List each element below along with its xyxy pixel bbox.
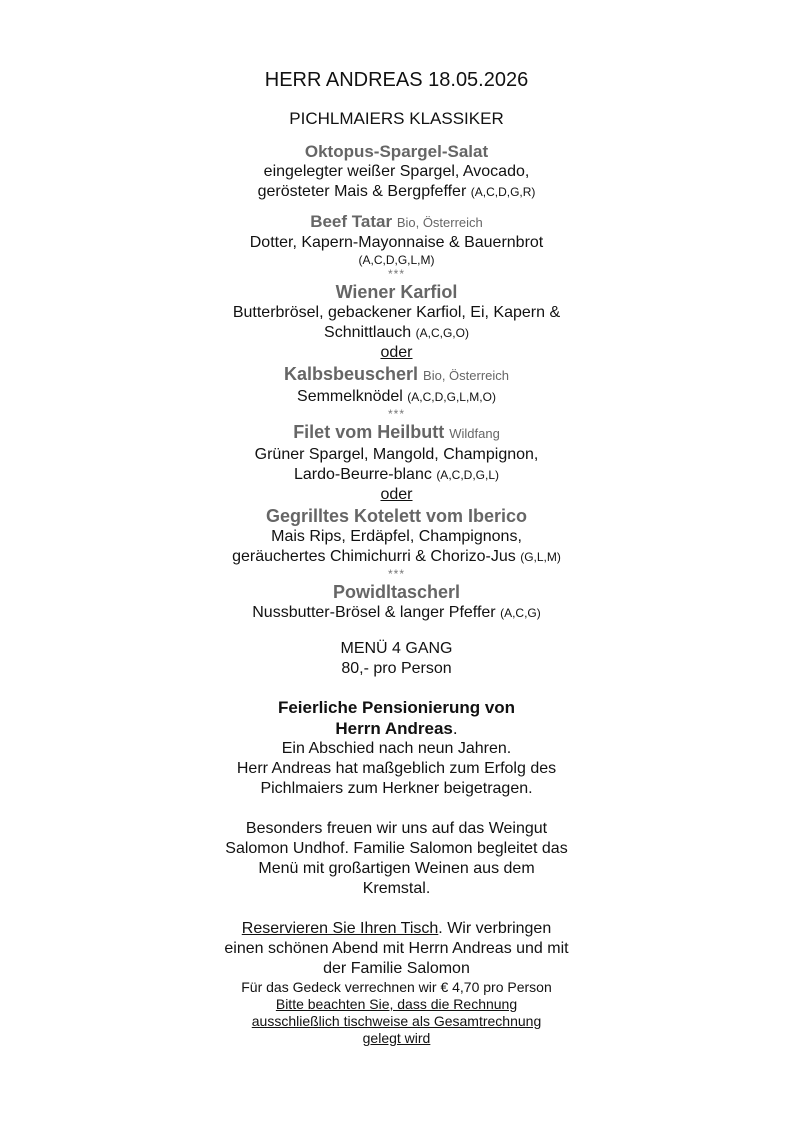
farewell-text: Ein Abschied nach neun Jahren. bbox=[281, 740, 512, 757]
dish-name-line bbox=[0, 212, 793, 233]
dish-description-line bbox=[0, 182, 793, 202]
dish-name: Wiener Karfiol bbox=[335, 282, 458, 302]
dish-name: Filet vom Heilbutt bbox=[293, 422, 445, 442]
farewell-section bbox=[0, 697, 793, 1047]
dish-name: Kalbsbeuscherl bbox=[283, 364, 419, 384]
menu-info bbox=[0, 639, 793, 679]
reservation-text: einen schönen Abend mit Herrn Andreas und mit bbox=[224, 940, 569, 957]
course-separator: *** bbox=[387, 567, 405, 581]
dish-description-line bbox=[0, 387, 793, 407]
allergens: (G,L,M) bbox=[520, 550, 561, 564]
allergens: (A,C,D,G,L,M) bbox=[358, 253, 435, 267]
menu-label: MENÜ 4 GANG bbox=[340, 640, 453, 657]
dish-name: Oktopus-Spargel-Salat bbox=[304, 142, 489, 161]
cover-charge-text: Für das Gedeck verrechnen wir € 4,70 pro Person bbox=[241, 979, 552, 995]
dish-origin: Bio, Österreich bbox=[396, 215, 483, 230]
billing-note: Bitte beachten Sie, dass die Rechnung bbox=[275, 996, 518, 1012]
dish-description: eingelegter weißer Spargel, Avocado, bbox=[263, 163, 530, 180]
dish-origin: Wildfang bbox=[449, 426, 500, 441]
farewell-title-name: Herrn Andreas bbox=[335, 719, 453, 738]
page-title: HERR ANDREAS 18.05.2026 bbox=[264, 69, 529, 91]
dish-description-text: gerösteter Mais & Bergpfeffer bbox=[257, 183, 467, 200]
reservation-text: . Wir verbringen bbox=[438, 920, 552, 937]
course-iberico bbox=[0, 505, 793, 567]
dish-name: Powidltascherl bbox=[332, 582, 461, 602]
billing-note: ausschließlich tischweise als Gesamtrechnung bbox=[251, 1013, 542, 1029]
course-kalbsbeuscherl bbox=[0, 363, 793, 407]
course-octopus bbox=[0, 142, 793, 202]
page-subtitle: PICHLMAIERS KLASSIKER bbox=[289, 109, 504, 128]
dish-description-text: Nussbutter-Brösel & langer Pfeffer bbox=[252, 604, 496, 621]
allergens: (A,C,G) bbox=[500, 606, 541, 620]
dish-description-line bbox=[0, 547, 793, 567]
farewell-title: Feierliche Pensionierung von bbox=[277, 698, 516, 717]
course-heilbutt bbox=[0, 421, 793, 485]
dish-description: Dotter, Kapern-Mayonnaise & Bauernbrot bbox=[249, 234, 544, 251]
winery-text: Kremstal. bbox=[362, 880, 431, 897]
dish-description-line bbox=[0, 323, 793, 343]
winery-text: Menü mit großartigen Weinen aus dem bbox=[258, 860, 535, 877]
course-separator: *** bbox=[387, 267, 405, 281]
menu-courses bbox=[0, 142, 793, 1047]
course-wiener-karfiol bbox=[0, 281, 793, 343]
dish-description-line bbox=[0, 603, 793, 623]
course-powidltascherl bbox=[0, 581, 793, 623]
reserve-table-link[interactable]: Reservieren Sie Ihren Tisch bbox=[241, 920, 439, 937]
allergens: (A,C,D,G,L) bbox=[436, 468, 499, 482]
course-separator: *** bbox=[387, 407, 405, 421]
dish-description-text: Semmelknödel bbox=[297, 388, 403, 405]
alternative-oder: oder bbox=[380, 344, 413, 361]
billing-note: gelegt wird bbox=[362, 1030, 431, 1046]
dish-origin: Bio, Österreich bbox=[423, 368, 510, 383]
winery-text: Besonders freuen wir uns auf das Weingut bbox=[245, 820, 548, 837]
menu-price: 80,- pro Person bbox=[341, 660, 452, 677]
dish-description-text: Lardo-Beurre-blanc bbox=[294, 466, 432, 483]
winery-text: Salomon Undhof. Familie Salomon begleitet das bbox=[225, 840, 568, 857]
dish-description: Butterbrösel, gebackener Karfiol, Ei, Kapern & bbox=[232, 304, 561, 321]
allergens: (A,C,D,G,R) bbox=[470, 185, 536, 199]
farewell-title-punct: . bbox=[452, 719, 458, 738]
alternative-oder: oder bbox=[380, 486, 413, 503]
reservation-line bbox=[0, 919, 793, 939]
dish-description-text: geräuchertes Chimichurri & Chorizo-Jus bbox=[232, 548, 516, 565]
farewell-title-line2 bbox=[0, 718, 793, 739]
dish-description: Mais Rips, Erdäpfel, Champignons, bbox=[271, 528, 522, 545]
allergens: (A,C,D,G,L,M,O) bbox=[407, 390, 496, 404]
farewell-text: Pichlmaiers zum Herkner beigetragen. bbox=[260, 780, 533, 797]
dish-name: Gegrilltes Kotelett vom Iberico bbox=[265, 506, 528, 526]
farewell-text: Herr Andreas hat maßgeblich zum Erfolg des bbox=[236, 760, 557, 777]
dish-name-line bbox=[0, 363, 793, 387]
reservation-text: der Familie Salomon bbox=[323, 960, 470, 977]
course-beef-tatar bbox=[0, 212, 793, 267]
dish-description-line bbox=[0, 465, 793, 485]
dish-description-text: Schnittlauch bbox=[324, 324, 412, 341]
dish-name-line bbox=[0, 421, 793, 445]
dish-description: Grüner Spargel, Mangold, Champignon, bbox=[254, 446, 539, 463]
allergens: (A,C,G,O) bbox=[415, 326, 469, 340]
dish-name: Beef Tatar bbox=[310, 212, 393, 231]
